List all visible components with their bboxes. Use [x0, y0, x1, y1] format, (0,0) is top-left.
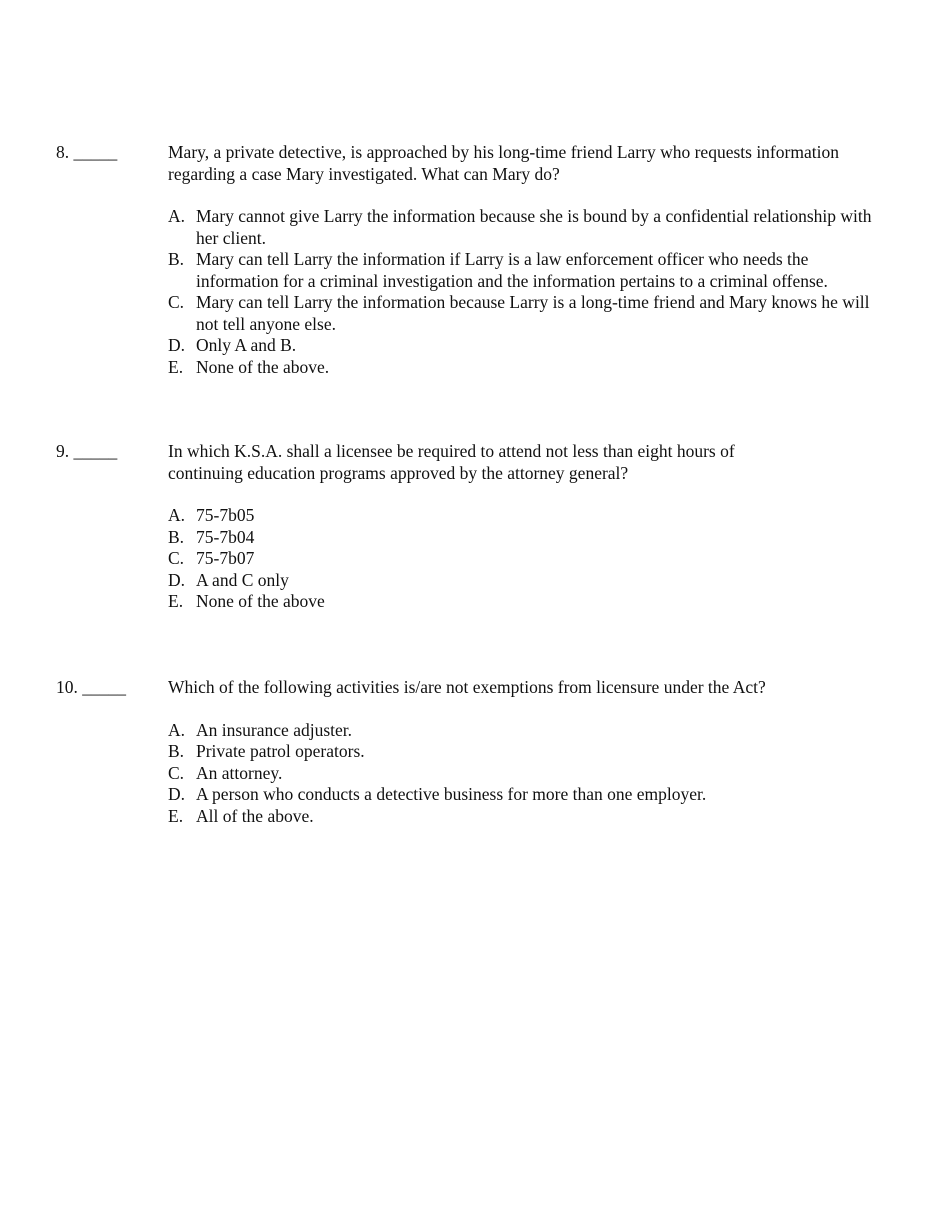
option-letter: D.: [168, 784, 186, 804]
option-text: 75-7b05: [196, 505, 255, 525]
answer-options: [168, 720, 888, 828]
question-number: 9. _____: [56, 441, 118, 461]
answer-option: [168, 206, 888, 249]
option-letter: A.: [168, 206, 186, 226]
question-body: [168, 441, 888, 613]
answer-option: [168, 527, 888, 549]
option-letter: B.: [168, 249, 185, 269]
option-text: Private patrol operators.: [196, 741, 365, 761]
option-letter: A.: [168, 505, 186, 525]
answer-option: [168, 591, 888, 613]
answer-options: [168, 505, 888, 613]
option-text: A person who conducts a detective business for more than one employer.: [196, 784, 707, 804]
option-text: 75-7b07: [196, 548, 255, 568]
option-letter: E.: [168, 805, 184, 826]
option-text: Mary cannot give Larry the information because she is bound by a confidential relationship with her client.: [196, 206, 872, 248]
option-letter: E.: [168, 591, 184, 611]
answer-option: [168, 806, 888, 828]
question-text: Mary, a private detective, is approached by his long-time friend Larry who requests information regarding a case Mary investigated. What can Mary do?: [168, 142, 839, 184]
option-letter: C.: [168, 292, 185, 312]
answer-option: [168, 741, 888, 763]
answer-option: [168, 335, 888, 357]
question-body: [168, 142, 888, 378]
answer-option: [168, 548, 888, 570]
option-text: Mary can tell Larry the information because Larry is a long-time friend and Mary knows he will not tell anyone else.: [196, 292, 870, 334]
answer-option: [168, 784, 888, 806]
answer-option: [168, 570, 888, 592]
option-letter: D.: [168, 335, 186, 355]
option-text: 75-7b04: [196, 526, 255, 547]
question-number: 10. _____: [56, 677, 126, 697]
answer-option: [168, 249, 888, 292]
question-number: 8. _____: [56, 142, 118, 162]
question-text: In which K.S.A. shall a licensee be required to attend not less than eight hours of continuing education programs approved by the attorney general?: [168, 441, 735, 483]
answer-options: [168, 206, 888, 378]
option-letter: B.: [168, 741, 185, 761]
option-text: A and C only: [196, 569, 289, 590]
option-letter: E.: [168, 356, 184, 377]
option-text: None of the above.: [196, 356, 330, 377]
question-body: [168, 677, 888, 827]
option-text: Mary can tell Larry the information if Larry is a law enforcement officer who needs the information for a criminal investigation and the information pertains to a criminal offense.: [196, 249, 828, 291]
option-letter: D.: [168, 569, 186, 590]
option-letter: B.: [168, 526, 185, 547]
option-text: All of the above.: [196, 805, 314, 826]
answer-option: [168, 720, 888, 742]
option-text: An attorney.: [196, 762, 283, 783]
option-letter: C.: [168, 548, 185, 568]
option-letter: A.: [168, 719, 186, 740]
answer-option: [168, 505, 888, 527]
question-text: Which of the following activities is/are not exemptions from licensure under the Act?: [168, 677, 766, 697]
option-text: Only A and B.: [196, 335, 297, 355]
option-text: An insurance adjuster.: [196, 719, 352, 740]
answer-option: [168, 763, 888, 785]
answer-option: [168, 292, 888, 335]
option-text: None of the above: [196, 591, 325, 611]
option-letter: C.: [168, 762, 185, 783]
answer-option: [168, 357, 888, 379]
